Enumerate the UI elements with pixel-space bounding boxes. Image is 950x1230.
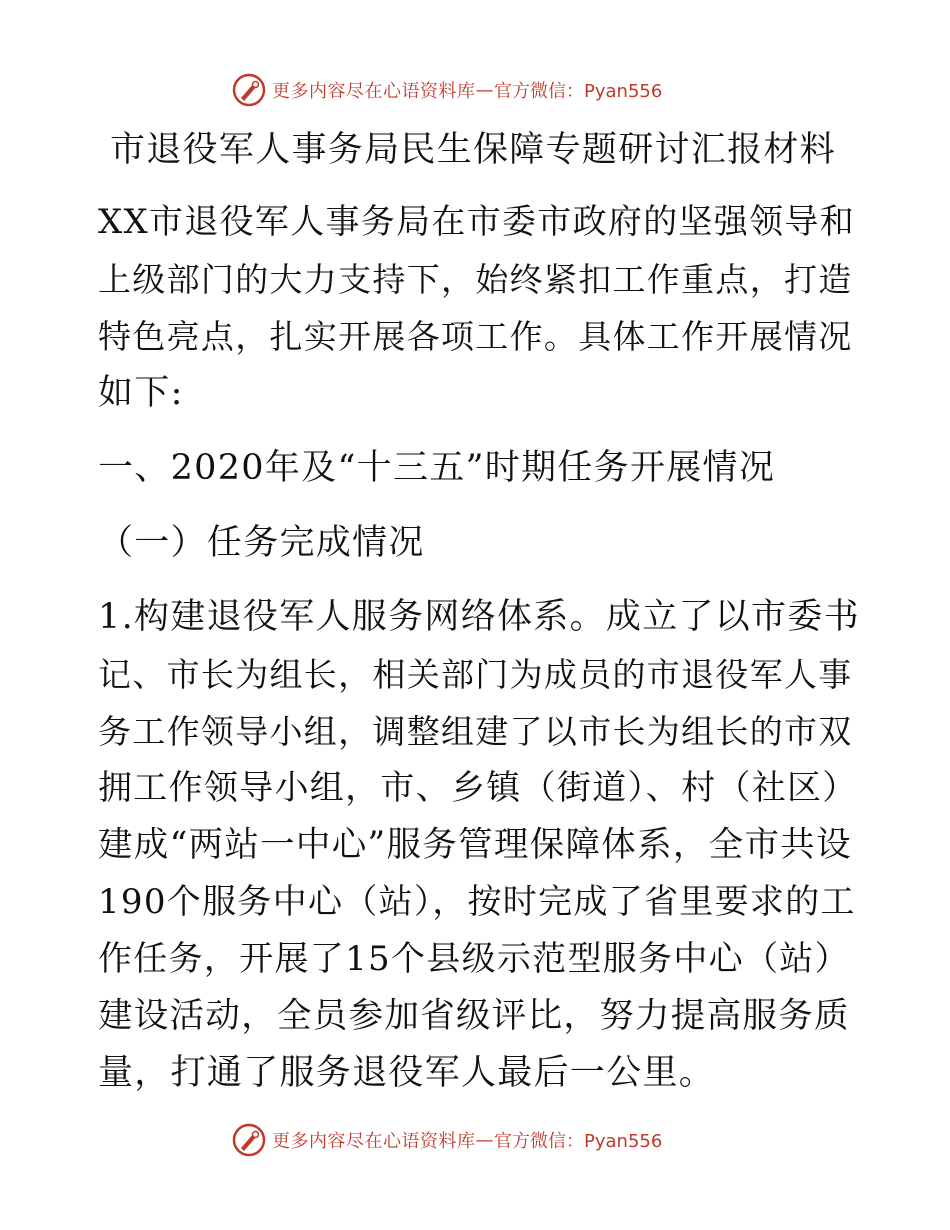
document-title: 市退役军人事务局民生保障专题研讨汇报材料 <box>110 130 837 170</box>
paragraph-line: 建成“两站一中心”服务管理保障体系，全市共设 <box>98 825 852 865</box>
watermark-footer <box>232 1122 662 1158</box>
paragraph-line: 量，打通了服务退役军人最后一公里。 <box>98 1053 716 1093</box>
paragraph-line: 作任务，开展了15个县级示范型服务中心（站） <box>98 939 850 979</box>
paragraph-line: 记、市长为组长，相关部门为成员的市退役军人事 <box>98 655 853 694</box>
watermark-separator: — <box>475 1129 494 1151</box>
paragraph-line: XX市退役军人事务局在市委市政府的坚强领导和 <box>98 202 856 242</box>
pen-logo-icon <box>232 1123 266 1157</box>
paragraph-line: 建设活动，全员参加省级评比，努力提高服务质 <box>98 996 850 1036</box>
subsection-heading: （一）任务完成情况 <box>98 523 425 563</box>
paragraph-line: 特色亮点，扎实开展各项工作。具体工作开展情况 <box>98 317 853 356</box>
watermark-text: 更多内容尽在心语资料库 <box>272 81 476 102</box>
watermark-wechat: 官方微信：Pyan556 <box>494 81 663 102</box>
paragraph-line: 190个服务中心（站），按时完成了省里要求的工 <box>98 882 856 922</box>
paragraph-line: 1.构建退役军人服务网络体系。成立了以市委书 <box>98 597 860 637</box>
paragraph-line: 上级部门的大力支持下，始终紧扣工作重点，打造 <box>98 260 853 299</box>
paragraph-line: 务工作领导小组，调整组建了以市长为组长的市双 <box>98 712 853 751</box>
section-heading: 一、2020年及“十三五”时期任务开展情况 <box>98 448 776 488</box>
watermark-separator: — <box>475 79 494 101</box>
watermark-wechat: 官方微信：Pyan556 <box>494 1131 663 1152</box>
paragraph-line: 拥工作领导小组，市、乡镇（街道）、村（社区） <box>98 768 858 808</box>
watermark-text: 更多内容尽在心语资料库 <box>272 1131 476 1152</box>
watermark-header <box>232 72 662 108</box>
paragraph-line: 如下: <box>98 373 184 413</box>
pen-logo-icon <box>232 73 266 107</box>
